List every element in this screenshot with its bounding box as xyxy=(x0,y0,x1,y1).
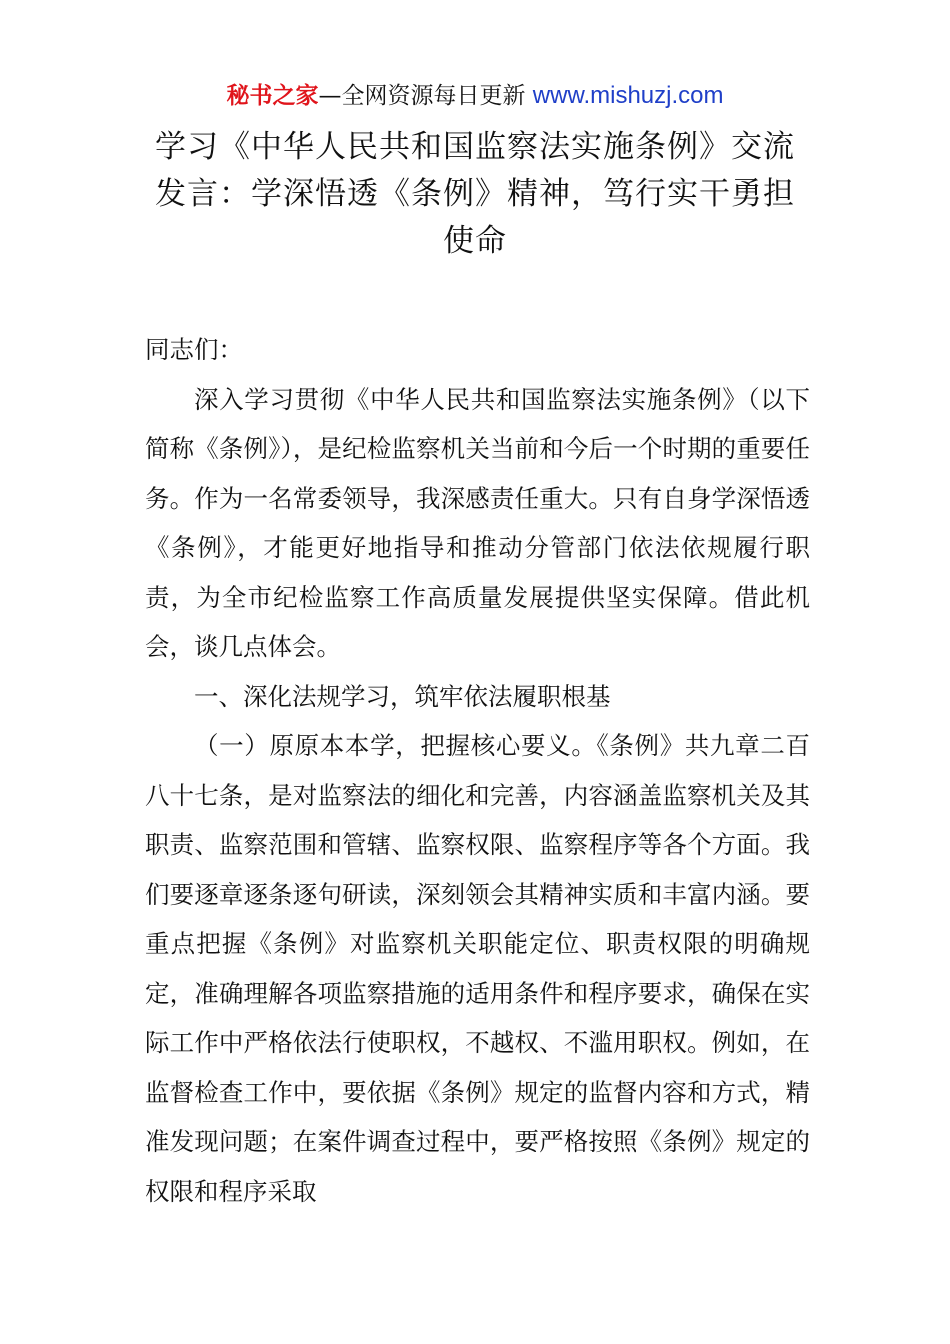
paragraph-body: （一）原原本本学，把握核心要义。《条例》共九章二百八十七条，是对监察法的细化和完善，内容涵盖监察机关及其职责、监察范围和管辖、监察权限、监察程序等各个方面。我们要逐章逐条逐句研读，深刻领会其精神实质和丰富内涵。要重点把握《条例》对监察机关职能定位、职责权限的明确规定，准确理解各项监察措施的适用条件和程序要求，确保在实际工作中严格依法行使职权，不越权、不滥用职权。例如，在监督检查工作中，要依据《条例》规定的监督内容和方式，精准发现问题；在案件调查过程中，要严格按照《条例》规定的权限和程序采取 xyxy=(145,731,810,1206)
site-url[interactable]: www.mishuzj.com xyxy=(532,82,724,109)
header-tagline: —全网资源每日更新 xyxy=(318,83,533,109)
salutation: 同志们： xyxy=(145,335,243,364)
brand-name: 秘书之家 xyxy=(226,83,319,109)
site-header xyxy=(0,80,950,112)
paragraph-intro: 深入学习贯彻《中华人民共和国监察法实施条例》（以下简称《条例》），是纪检监察机关当前和今后一个时期的重要任务。作为一名常委领导，我深感责任重大。只有自身学深悟透《条例》，才能更好地指导和推动分管部门依法依规履行职责，为全市纪检监察工作高质量发展提供坚实保障。借此机会，谈几点体会。 xyxy=(145,384,810,661)
document-title: 学习《中华人民共和国监察法实施条例》交流发言：学深悟透《条例》精神，笃行实干勇担使命 xyxy=(155,129,795,259)
document-body xyxy=(145,325,810,1216)
section-heading: 一、深化法规学习，筑牢依法履职根基 xyxy=(194,681,611,711)
